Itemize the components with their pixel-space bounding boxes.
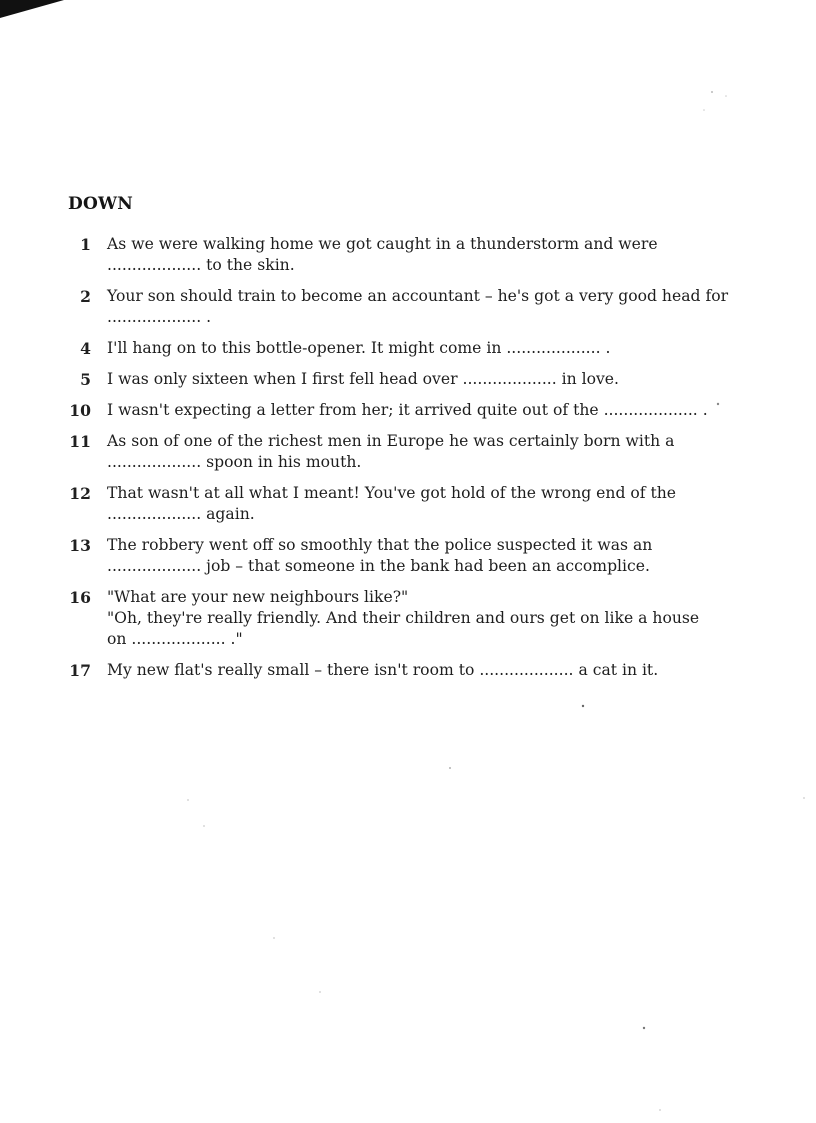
clue-item xyxy=(64,535,754,577)
clue-text: The robbery went off so smoothly that the police suspected it was an ................... job – that someone in the bank had been an accomplice. xyxy=(107,536,653,575)
clue-text: As we were walking home we got caught in a thunderstorm and were ................... to the skin. xyxy=(107,235,658,274)
clue-number: 13 xyxy=(69,536,91,555)
clue-number: 10 xyxy=(69,401,91,420)
clue-item xyxy=(64,369,754,390)
clue-text: Your son should train to become an accountant – he's got a very good head for ................... . xyxy=(107,287,729,326)
clue-text: "What are your new neighbours like?" "Oh, they're really friendly. And their children and ours get on like a house on ................... ." xyxy=(107,588,700,648)
clue-item xyxy=(64,400,754,421)
clue-item xyxy=(64,234,754,276)
clue-item xyxy=(64,660,754,681)
clue-list xyxy=(64,234,754,691)
clue-item xyxy=(64,431,754,473)
clue-item xyxy=(64,338,754,359)
clue-item xyxy=(64,587,754,650)
clue-text: I was only sixteen when I first fell head over ................... in love. xyxy=(107,370,619,388)
clue-number: 17 xyxy=(69,661,91,680)
clue-item xyxy=(64,286,754,328)
clue-text: My new flat's really small – there isn't room to ................... a cat in it. xyxy=(107,661,659,679)
clue-number: 4 xyxy=(80,339,91,358)
section-heading: DOWN xyxy=(68,194,133,214)
clue-number: 16 xyxy=(69,588,91,607)
clue-text: As son of one of the richest men in Europe he was certainly born with a ................... spoon in his mouth. xyxy=(107,432,675,471)
clue-item xyxy=(64,483,754,525)
corner-scan-mark xyxy=(0,0,64,22)
clue-number: 2 xyxy=(80,287,91,306)
clue-number: 5 xyxy=(80,370,91,389)
clue-number: 11 xyxy=(69,432,91,451)
clue-text: That wasn't at all what I meant! You've got hold of the wrong end of the ................... again. xyxy=(107,484,677,523)
clue-text: I'll hang on to this bottle-opener. It might come in ................... . xyxy=(107,339,611,357)
clue-number: 12 xyxy=(69,484,91,503)
clue-text: I wasn't expecting a letter from her; it arrived quite out of the ................... . xyxy=(107,401,708,419)
clue-number: 1 xyxy=(80,235,91,254)
